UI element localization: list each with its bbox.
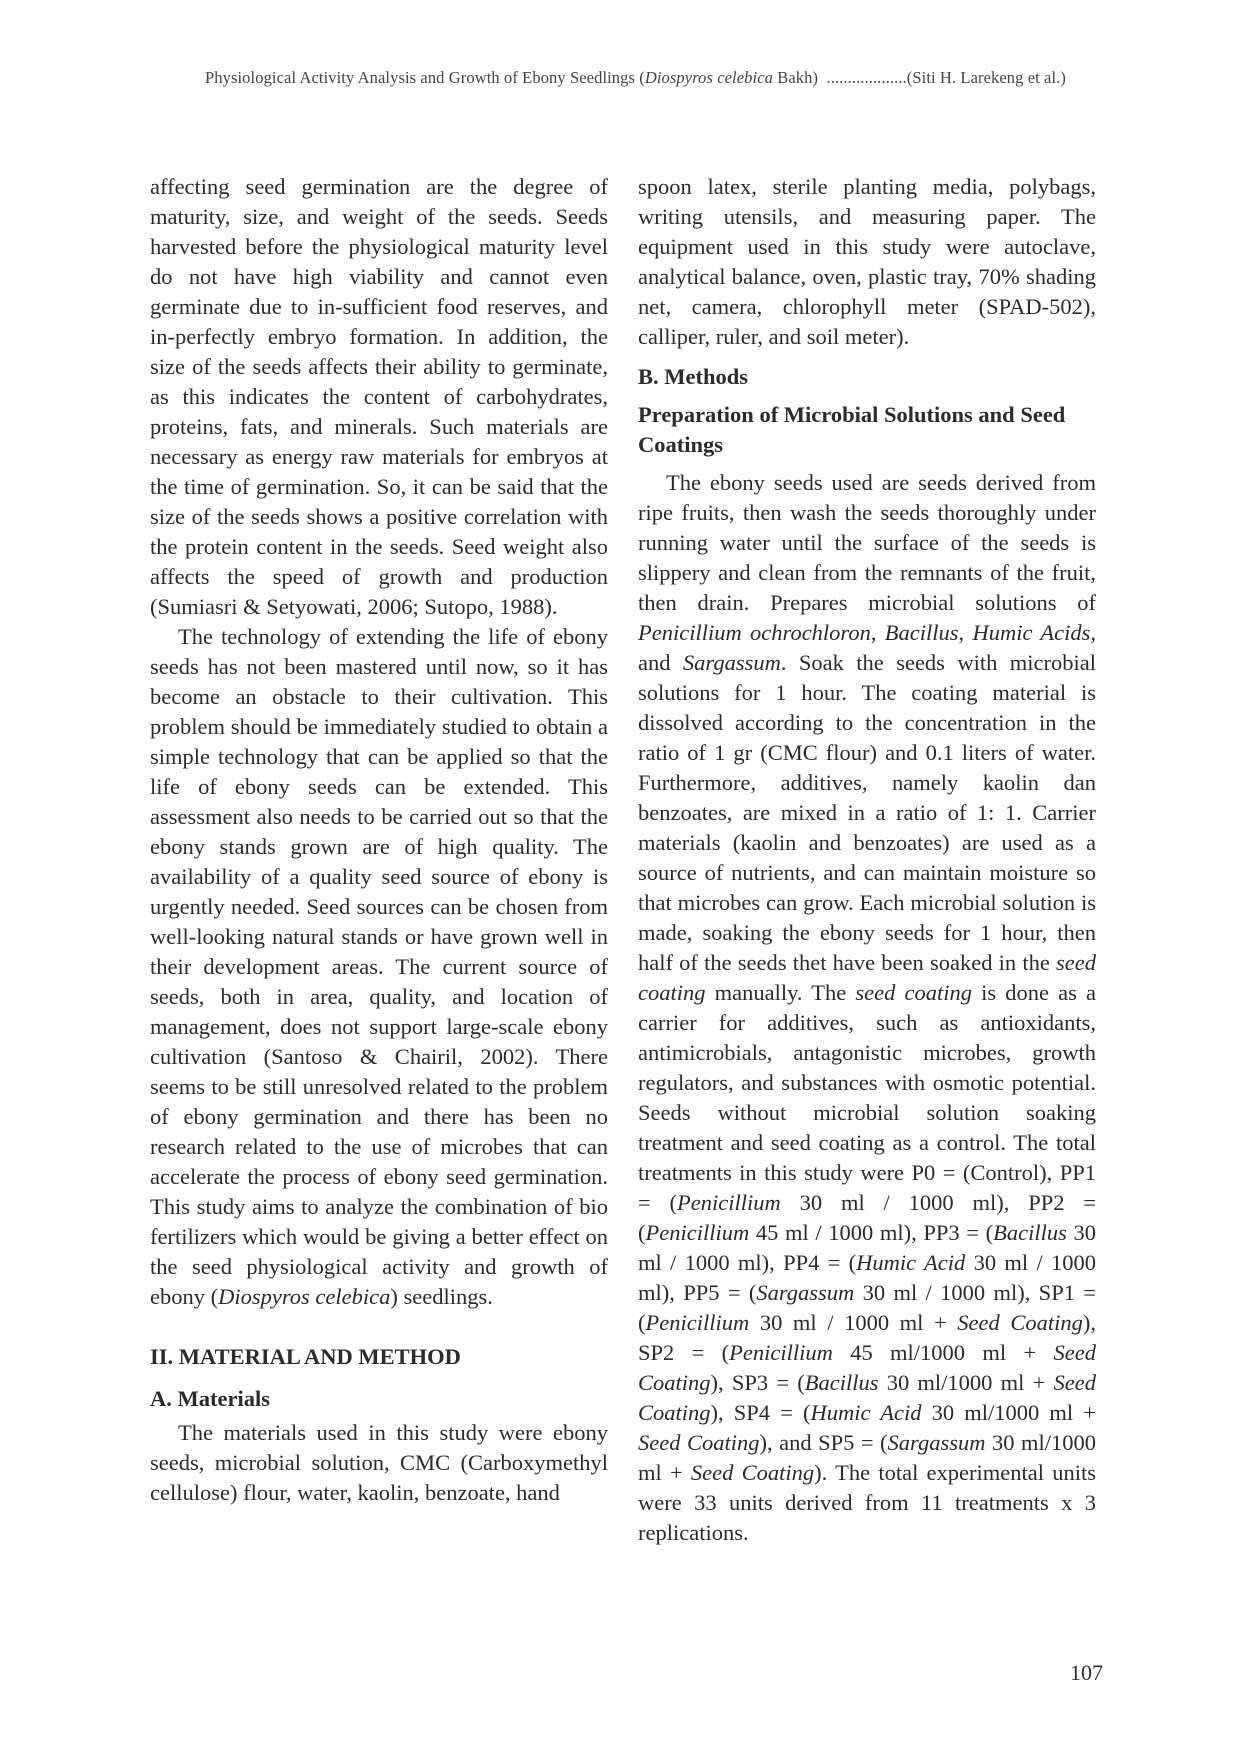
text-run: 30 ml/1000 ml + <box>921 1400 1096 1425</box>
running-head-authors: (Siti H. Larekeng et al.) <box>906 68 1066 87</box>
text-run: ), and SP5 = ( <box>759 1430 888 1455</box>
text-run: ), SP3 = ( <box>710 1370 805 1395</box>
text-run: ), SP4 = ( <box>710 1400 811 1425</box>
text-run: ), SP2 = ( <box>638 1310 1096 1365</box>
italic-term: Sargassum <box>887 1430 986 1455</box>
paragraph-materials: The materials used in this study were ebony seeds, microbial solution, CMC (Carboxymethyl cellulose) flour, water, kaolin, benzoate, hand <box>150 1420 608 1505</box>
text-run: The ebony seeds used are seeds derived from ripe fruits, then wash the seeds thoroughly under running water until the surface of the seeds is slippery and clean from the remnants of the fruit, then drain. Prepares microbial solutions of <box>638 470 1096 615</box>
text-run: . Soak the seeds with microbial solutions for 1 hour. The coating material is dissolved according to the concentration in the ratio of 1 gr (CMC flour) and 0.1 liters of water. Furthermore, additives, namely kaolin dan benzoates, are mixed in a ratio of 1: 1. Carrier materials (kaolin and benzoates) are used as a source of nutrients, and can maintain moisture so that microbes can grow. Each microbial solution is made, soaking the ebony seeds for 1 hour, then half of the seeds thet have been soaked in the <box>638 650 1096 975</box>
text-run: 30 ml / 1000 ml), PP2 = ( <box>638 1190 1096 1245</box>
text-run: 45 ml / 1000 ml), PP3 = ( <box>749 1220 994 1245</box>
paragraph-technology-end: ) seedlings. <box>390 1284 493 1309</box>
running-head-dots: ................... <box>826 68 907 87</box>
text-run: manually. The <box>705 980 856 1005</box>
italic-term: Humic Acid <box>810 1400 922 1425</box>
italic-term: Sargassum <box>682 650 781 675</box>
italic-term: Seed Coating <box>957 1310 1083 1335</box>
running-head-title: Physiological Activity Analysis and Growth of Ebony Seedlings ( <box>205 68 645 87</box>
page-number: 107 <box>1070 1660 1103 1685</box>
italic-term: Bacillus <box>884 620 959 645</box>
subsection-title-preparation: Preparation of Microbial Solutions and Seed Coatings <box>638 402 1066 457</box>
italic-term: Seed Coating <box>638 1430 760 1455</box>
italic-term: Penicillium <box>729 1340 833 1365</box>
section-title-material-method: II. MATERIAL AND METHOD <box>150 1344 461 1369</box>
text-run: 30 ml / 1000 ml), PP4 = ( <box>638 1220 1096 1275</box>
italic-term: Seed Coating <box>690 1460 815 1485</box>
italic-term: seed coating <box>855 980 972 1005</box>
italic-term: Humic Acid <box>856 1250 966 1275</box>
paragraph-technology <box>150 622 608 1312</box>
paragraph-methods <box>638 468 1096 1548</box>
text-run: 30 ml/1000 ml + <box>638 1430 1096 1485</box>
text-run: ). The total experimental units were 33 units derived from 11 treatments x 3 replications. <box>638 1460 1096 1545</box>
running-head <box>205 68 1100 88</box>
right-column <box>638 172 1096 1548</box>
paragraph-technology-text: The technology of extending the life of ebony seeds has not been mastered until now, so it has become an obstacle to their cultivation. This problem should be immediately studied to obtain a simple technology that can be applied so that the life of ebony seeds can be extended. This assessment also needs to be carried out so that the ebony stands grown are of high quality. The availability of a quality seed source of ebony is urgently needed. Seed sources can be chosen from well-looking natural stands or have grown well in their development areas. The current source of seeds, both in area, quality, and location of management, does not support large-scale ebony cultivation (Santoso & Chairil, 2002). There seems to be still unresolved related to the problem of ebony germination and there has been no research related to the use of microbes that can accelerate the process of ebony seed germination. This study aims to analyze the combination of bio fertilizers which would be giving a better effect on the seed physiological activity and growth of ebony ( <box>150 624 608 1309</box>
text-run: 30 ml / 1000 ml + <box>749 1310 958 1335</box>
text-run: 30 ml / 1000 ml), PP5 = ( <box>638 1250 1096 1305</box>
subsection-title-materials: A. Materials <box>150 1386 270 1411</box>
text-run: 30 ml / 1000 ml), SP1 = ( <box>638 1280 1096 1335</box>
text-run: , <box>958 620 973 645</box>
running-head-title-end: Bakh) <box>772 68 819 87</box>
paragraph-seed-factors: affecting seed germination are the degree of maturity, size, and weight of the seeds. Seeds harvested before the physiological maturity level do not have high viability and cannot even germinate due to in-sufficient food reserves, and in-perfectly embryo formation. In addition, the size of the seeds affects their ability to germinate, as this indicates the content of carbohydrates, proteins, fats, and minerals. Such materials are necessary as energy raw materials for embryos at the time of germination. So, it can be said that the size of the seeds shows a positive correlation with the protein content in the seeds. Seed weight also affects the speed of growth and production (Sumiasri & Setyowati, 2006; Sutopo, 1988). <box>150 174 608 619</box>
italic-term: Penicillium ochrochloron <box>638 620 871 645</box>
italic-term: seed coating <box>638 950 1096 1005</box>
text-run: , <box>870 620 885 645</box>
running-head-species: Diospyros celebica <box>644 68 773 87</box>
text-run: 45 ml/1000 ml + <box>832 1340 1054 1365</box>
text-run: , and <box>638 620 1096 675</box>
italic-term: Sargassum <box>756 1280 855 1305</box>
text-run: is done as a carrier for additives, such as antioxidants, antimicrobials, antagonistic microbes, growth regulators, and substances with osmotic potential. Seeds without microbial solution soaking treatment and seed coating as a control. The total treatments in this study were P0 = (Control), PP1 = ( <box>638 980 1096 1215</box>
italic-term: Penicillium <box>645 1220 750 1245</box>
italic-term: Seed Coating <box>638 1370 1097 1425</box>
text-run: 30 ml/1000 ml + <box>878 1370 1054 1395</box>
paragraph-equipment: spoon latex, sterile planting media, polybags, writing utensils, and measuring paper. The equipment used in this study were autoclave, analytical balance, oven, plastic tray, 70% shading net, camera, chlorophyll meter (SPAD-502), calliper, ruler, and soil meter). <box>638 174 1096 349</box>
italic-term: Seed Coating <box>638 1340 1096 1395</box>
species-name: Diospyros celebica <box>218 1284 391 1309</box>
italic-term: Penicillium <box>645 1310 750 1335</box>
italic-term: Bacillus <box>993 1220 1067 1245</box>
italic-term: Humic Acids <box>972 620 1091 645</box>
left-column <box>150 172 608 1508</box>
italic-term: Bacillus <box>804 1370 879 1395</box>
italic-term: Penicillium <box>677 1190 781 1215</box>
subsection-title-methods: B. Methods <box>638 364 749 389</box>
